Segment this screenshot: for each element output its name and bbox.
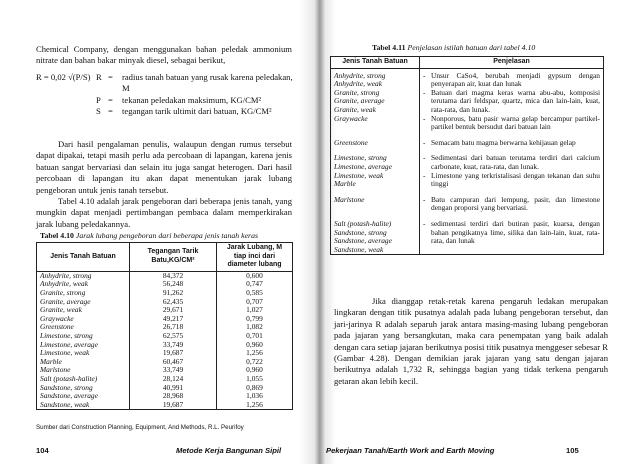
formula-definitions <box>96 72 296 118</box>
rock-names-cell <box>331 217 420 255</box>
rock-name-cell: Anhydrite, strong <box>37 271 130 280</box>
formula-def-row <box>96 106 296 117</box>
table-row <box>331 151 604 192</box>
table-header-rock: Jenis Tanah Batuan <box>37 243 130 272</box>
spacing-cell: 1,256 <box>217 401 293 410</box>
tensile-cell: 60,467 <box>130 358 217 367</box>
tensile-cell: 28,968 <box>130 392 217 401</box>
rock-name: Anhydrite, strong <box>334 70 386 80</box>
spacing-cell: 0,701 <box>217 332 293 341</box>
rock-name-cell: Marlstone <box>37 366 130 375</box>
explanation-item: - Nonporous, batu pasir warna gelap bercampur partikel-partikel bentuk bersudut dari batuan lain <box>423 115 600 132</box>
right-page-number: 105 <box>566 446 579 455</box>
tensile-cell: 62,575 <box>130 332 217 341</box>
explanation-item: - Sedimentasi dari batuan terutama terdiri dari calcium carbonate, kuat, rata-rata, dan lunak. <box>423 154 600 171</box>
rock-name: Salt (potash-halite) <box>334 218 392 228</box>
right-footer-title-text: Pekerjaan Tanah/Earth Work and Earth Moving <box>326 446 495 455</box>
tensile-cell: 33,749 <box>130 366 217 375</box>
tensile-cell: 40,991 <box>130 384 217 393</box>
tensile-cell: 56,248 <box>130 280 217 289</box>
formula-def-text: tegangan tarik ultimit dari batuan, KG/CM² <box>122 106 272 117</box>
formula-equals: = <box>108 72 113 82</box>
explanation-item: - Batu campuran dari lempung, pasir, dan limestone dengan proporsi yang bervariasi. <box>423 196 600 213</box>
rock-name-cell: Sandstone, strong <box>37 384 130 393</box>
explanation-item: - sedimentasi terdiri dari butiran pasir, kuarsa, dengan bahan pengikatnya lime, silika dan lain-lain, kuat, rata-rata, dan lunak <box>423 220 600 246</box>
table-4-10 <box>36 242 293 410</box>
explanation-item: - Limestone yang terkristalisasi dengan tekanan dan suhu tinggi <box>423 172 600 189</box>
formula-def-row <box>96 72 296 95</box>
rock-name-cell: Sandstone, weak <box>37 401 130 410</box>
spacing-cell: 1,082 <box>217 323 293 332</box>
caption-label: Tabel 4.11 <box>372 43 406 52</box>
spacing-cell: 0,960 <box>217 341 293 350</box>
rock-name: Limestone, strong <box>334 153 387 163</box>
rock-name-cell: Granite, strong <box>37 289 130 298</box>
spacing-cell: 0,960 <box>217 366 293 375</box>
explanation-cell <box>420 68 604 136</box>
explanation-cell <box>420 193 604 217</box>
rock-name: Granite, weak <box>334 104 376 114</box>
spacing-cell: 0,722 <box>217 358 293 367</box>
rock-name: Marble <box>334 179 356 189</box>
formula-symbol: S <box>96 106 101 117</box>
rock-names-cell <box>331 68 420 136</box>
spacing-cell: 0,799 <box>217 315 293 324</box>
formula-symbol: R <box>96 72 102 82</box>
table-header-spacing: Jarak Lubang, M tiap inci dari diameter lubang <box>217 243 293 272</box>
spacing-cell: 0,747 <box>217 280 293 289</box>
explanation-item: - Semacam batu magma berwarna kehijauan gelap <box>423 139 600 148</box>
tensile-cell: 84,372 <box>130 271 217 280</box>
right-paragraph-1: Jika dianggap retak-retak karena pengaruh ledakan merupakan lingkaran dengan titik pusatnya adalah pada lubang pengeboran tersebut, dan jari-jarinya R adalah separuh jarak antara masing-masing lubang pengeboran pada jajaran yang bersangkutan, maka cara penempatan yang baik adalah dengan cara setiap jajaran berikutnya posisi titik pusatnya menggeser sebesar R (Gambar 4.28). Dengan demikian jarak jajaran yang satu dengan jajaran berikutnya adalah 1,732 R, sehingga bagian yang tidak terkena pengaruh getaran akan lebih kecil. <box>334 296 608 386</box>
tensile-cell: 26,718 <box>130 323 217 332</box>
table-row <box>331 217 604 255</box>
tensile-cell: 62,435 <box>130 298 217 307</box>
formula-symbol: P <box>96 94 101 105</box>
explanation-item: - Unsur CaSo4, berubah menjadi gypsum dengan penyerapan air, kuat dan lunak <box>423 72 600 89</box>
spacing-cell: 0,707 <box>217 298 293 307</box>
tensile-cell: 49,217 <box>130 315 217 324</box>
table-4-11-caption <box>372 43 535 52</box>
tensile-cell: 91,262 <box>130 289 217 298</box>
table-header-tensile: Tegangan Tarik Batu,KG/CM² <box>130 243 217 272</box>
rock-name: Greenstone <box>334 137 368 147</box>
tensile-cell: 28,124 <box>130 375 217 384</box>
formula-def-text: radius tanah batuan yang rusak karena peledakan, M <box>122 72 293 94</box>
rock-name-cell: Graywacke <box>37 315 130 324</box>
rock-name: Sandstone, weak <box>334 244 384 254</box>
rock-name-cell: Anhydrite, weak <box>37 280 130 289</box>
spacing-cell: 1,256 <box>217 349 293 358</box>
rock-name-cell: Marble <box>37 358 130 367</box>
formula-radical: √(P/S) <box>68 72 91 82</box>
rock-name: Sandstone, average <box>334 236 392 246</box>
rock-name-cell: Greenstone <box>37 323 130 332</box>
table-row <box>37 401 293 410</box>
formula-def-row <box>96 95 296 106</box>
right-footer-title <box>326 446 494 455</box>
rock-name: Limestone, average <box>334 161 392 171</box>
rock-name: Granite, average <box>334 96 385 106</box>
left-footer-title <box>176 446 281 455</box>
rock-name: Sandstone, strong <box>334 227 387 237</box>
spacing-cell: 0,600 <box>217 271 293 280</box>
rock-name-cell: Salt (potash-halite) <box>37 375 130 384</box>
table-header-rock: Jenis Tanah Batuan <box>331 57 420 69</box>
table-row <box>331 136 604 152</box>
caption-text: Jarak lubang pengeboran dari beberapa jenis tanah keras <box>75 231 259 240</box>
formula-lhs: R = 0,02 <box>36 72 66 82</box>
spacing-cell: 1,055 <box>217 375 293 384</box>
left-paragraph-2: Dari hasil pengalaman penulis, walaupun dengan rumus tersebut dapat dipakai, tetapi masih perlu ada percobaan di lapangan, karena jenis batuan sangat bervariasi dan selain itu juga sangat heterogen. Dari hasil percobaan di lapangan itu akan dapat menentukan jarak lubang pengeboran untuk jenis tanah tersebut. <box>36 139 292 195</box>
table-4-10-caption <box>40 231 258 240</box>
rock-name: Marlstone <box>334 194 365 204</box>
rock-names-cell <box>331 151 420 192</box>
spacing-cell: 1,036 <box>217 392 293 401</box>
rock-name: Limestone, weak <box>334 170 384 180</box>
table-header-explanation: Penjelasan <box>420 57 604 69</box>
right-page <box>320 0 638 464</box>
rock-name-cell: Granite, average <box>37 298 130 307</box>
rock-names-cell <box>331 193 420 217</box>
spacing-cell: 1,027 <box>217 306 293 315</box>
tensile-cell: 33,749 <box>130 341 217 350</box>
left-footer-title-text: Metode Kerja Bangunan Sipil <box>176 446 282 455</box>
table-row <box>331 193 604 217</box>
rock-name-cell: Limestone, strong <box>37 332 130 341</box>
rock-name-cell: Limestone, weak <box>37 349 130 358</box>
explanation-item: - Batuan dari magma keras warna abu-abu, komposisi terutama dari feldspar, quartz, mica dan lain-lain, kuat, rata-rata, dan lunak. <box>423 89 600 115</box>
rock-name-cell: Limestone, average <box>37 341 130 350</box>
rock-name-cell: Sandstone, average <box>37 392 130 401</box>
formula-equals: = <box>108 94 113 105</box>
table-4-11 <box>330 56 604 255</box>
left-paragraph-1: Chemical Company, dengan menggunakan bahan peledak ammonium nitrate dan bahan bakar minyak diesel, sebagai berikut, <box>36 44 292 66</box>
tensile-cell: 29,671 <box>130 306 217 315</box>
formula-def-text: tekanan peledakan maksimum, KG/CM² <box>122 94 262 105</box>
tensile-cell: 19,687 <box>130 349 217 358</box>
table-source: Sumber dari Construction Planning, Equipment, And Methods, R.L. Peurifoy <box>36 424 244 431</box>
left-page <box>0 0 318 464</box>
formula-equals: = <box>108 106 113 117</box>
rock-name-cell: Granite, weak <box>37 306 130 315</box>
caption-label: Tabel 4.10 <box>40 231 74 240</box>
explanation-cell <box>420 151 604 192</box>
explanation-cell <box>420 217 604 255</box>
caption-text: Penjelasan istilah batuan dari tabel 4.10 <box>407 43 536 52</box>
rock-name: Anhydrite, weak <box>334 79 383 89</box>
explanation-cell <box>420 136 604 152</box>
rock-name: Graywacke <box>334 113 368 123</box>
formula-main <box>36 72 90 83</box>
spacing-cell: 0,869 <box>217 384 293 393</box>
rock-name: Granite, strong <box>334 87 380 97</box>
table-row <box>331 68 604 136</box>
left-paragraph-3: Tabel 4.10 adalah jarak pengeboran dari beberapa jenis tanah, yang mungkin dapat menjadi pertimbangan pembaca dalam memperkirakan jarak lubang peledakannya. <box>36 196 292 229</box>
tensile-cell: 19,687 <box>130 401 217 410</box>
left-page-number: 104 <box>36 446 49 455</box>
rock-names-cell <box>331 136 420 152</box>
spacing-cell: 0,585 <box>217 289 293 298</box>
